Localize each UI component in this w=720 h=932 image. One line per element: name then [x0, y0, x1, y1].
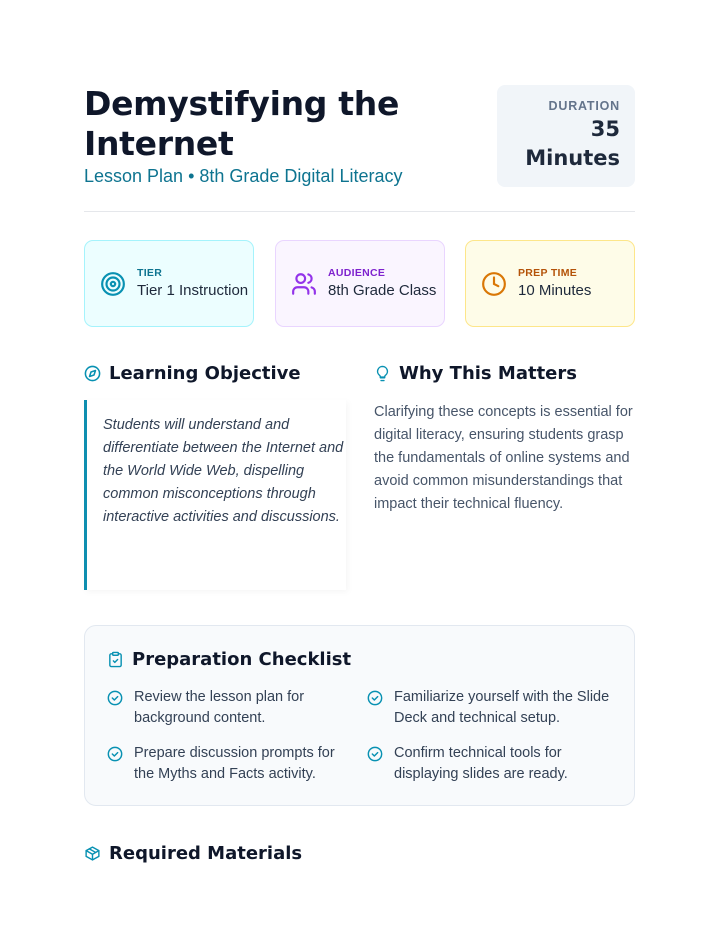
clock-icon	[481, 271, 507, 297]
duration-value: 35 Minutes	[525, 117, 620, 170]
prep-time-label: PREP TIME	[518, 266, 578, 279]
audience-card	[275, 240, 445, 327]
prep-time-value: 10 Minutes	[518, 281, 592, 299]
box-icon	[84, 845, 101, 862]
compass-icon	[84, 365, 101, 382]
tier-label: TIER	[137, 266, 163, 279]
why-matters-text: Clarifying these concepts is essential for digital literacy, ensuring students grasp the fundamentals of online systems and avoid common misunderstandings that impact their technical fluency.	[374, 404, 633, 512]
objective-quote	[84, 400, 346, 590]
duration-box	[497, 85, 635, 187]
preparation-checklist	[84, 625, 635, 806]
lesson-subtitle: Lesson Plan • 8th Grade Digital Literacy	[84, 166, 403, 186]
objective-text: Students will understand and differentiate between the Internet and the World Wide Web, dispelling common misconceptions through interactive activities and discussions.	[103, 417, 344, 525]
header-divider	[84, 211, 635, 212]
duration-label: DURATION	[548, 99, 620, 113]
learning-objective-title: Learning Objective	[109, 363, 301, 384]
checklist-item	[367, 743, 597, 785]
checklist-title: Preparation Checklist	[132, 649, 352, 670]
why-matters-heading	[374, 363, 577, 384]
checklist-item-text: Confirm technical tools for displaying slides are ready.	[394, 745, 568, 782]
check-circle-icon	[367, 746, 383, 762]
required-materials-heading	[84, 843, 302, 864]
checklist-heading	[107, 649, 351, 670]
why-matters-title: Why This Matters	[399, 363, 577, 384]
prep-time-card	[465, 240, 635, 327]
checklist-item	[107, 687, 357, 729]
check-circle-icon	[107, 746, 123, 762]
audience-value: 8th Grade Class	[328, 281, 437, 299]
checklist-item-text: Familiarize yourself with the Slide Deck and technical setup.	[394, 689, 610, 726]
lesson-title: Demystifying the Internet	[84, 84, 400, 163]
tier-card	[84, 240, 254, 327]
checklist-item	[367, 687, 617, 729]
required-materials-title: Required Materials	[109, 843, 303, 864]
checklist-item-text: Review the lesson plan for background content.	[134, 689, 305, 726]
checklist-item	[107, 743, 357, 785]
clipboard-check-icon	[107, 650, 124, 669]
check-circle-icon	[367, 690, 383, 706]
lightbulb-icon	[374, 365, 391, 382]
users-icon	[291, 271, 317, 297]
tier-value: Tier 1 Instruction	[137, 281, 249, 299]
checklist-item-text: Prepare discussion prompts for the Myths and Facts activity.	[134, 745, 335, 782]
learning-objective-heading	[84, 363, 301, 384]
audience-label: AUDIENCE	[328, 266, 386, 279]
target-icon	[100, 271, 126, 297]
check-circle-icon	[107, 690, 123, 706]
